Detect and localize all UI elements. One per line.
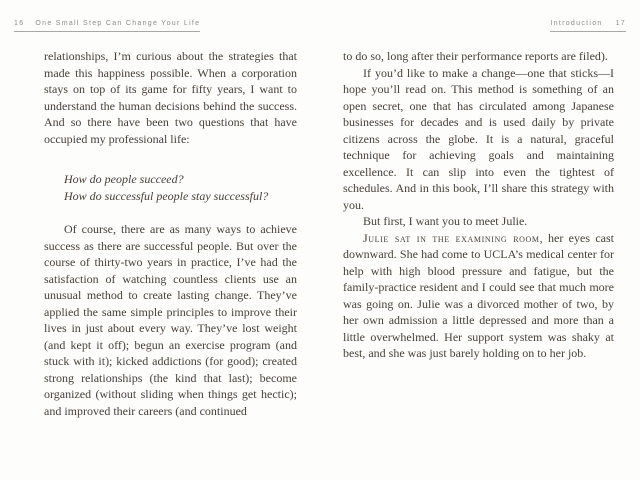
left-page-number: 16 — [14, 20, 25, 27]
left-running-header — [14, 20, 200, 32]
right-running-title: Introduction — [550, 20, 603, 27]
left-page-body — [44, 48, 297, 419]
section-lead-small-caps: Julie sat in the examining room — [363, 230, 540, 245]
quote-line: How do successful people stay successful? — [64, 188, 269, 203]
left-running-title: One Small Step Can Change Your Life — [35, 20, 201, 27]
paragraph: to do so, long after their performance reports are filed). — [343, 49, 608, 63]
paragraph: But first, I want you to meet Julie. — [363, 214, 528, 228]
block-quote — [64, 171, 297, 204]
paragraph: relationships, I’m curious about the strategies that made this happiness possible. When a corporation stays on top of its game for fifty years, I want to understand the human decisions behind the success. And so there have been two questions that have occupied my professional life: — [44, 49, 297, 146]
right-page-number: 17 — [615, 20, 626, 27]
quote-line: How do people succeed? — [64, 172, 184, 186]
paragraph: Of course, there are as many ways to achieve success as there are successful people. But over the course of thirty-two years in practice, I’ve had the satisfaction of watching countless clients use an unusual method to create lasting change. They’ve applied the same simple principles to improve their lives in just about every way. They’ve lost weight (and kept it off); begun an exercise program (and stuck with it); kicked addictions (for good); created strong relationships (the kind that last); become organized (without sliding when things get hectic); and improved their careers (and continued — [44, 222, 297, 418]
right-page-body — [343, 48, 614, 362]
right-running-header — [550, 20, 626, 32]
paragraph — [343, 230, 614, 362]
paragraph-continuation: , her eyes cast downward. She had come to UCLA’s medical center for help with high blood pressure and fatigue, but the family-practice resident and I could see that much more was going on. Julie was a divorced mother of two, by her own admission a little depressed and more than a little overwhelmed. Her support system was shaky at best, and she was just barely holding on to her job. — [343, 230, 614, 360]
paragraph: If you’d like to make a change—one that sticks—I hope you’ll read on. This method is something of an open secret, one that has circulated among Japanese businesses for decades and is used daily by private citizens across the globe. It is a natural, graceful technique for achieving goals and maintaining excellence. It can slip into even the tightest of schedules. And in this book, I’ll share this strategy with you. — [343, 65, 614, 212]
